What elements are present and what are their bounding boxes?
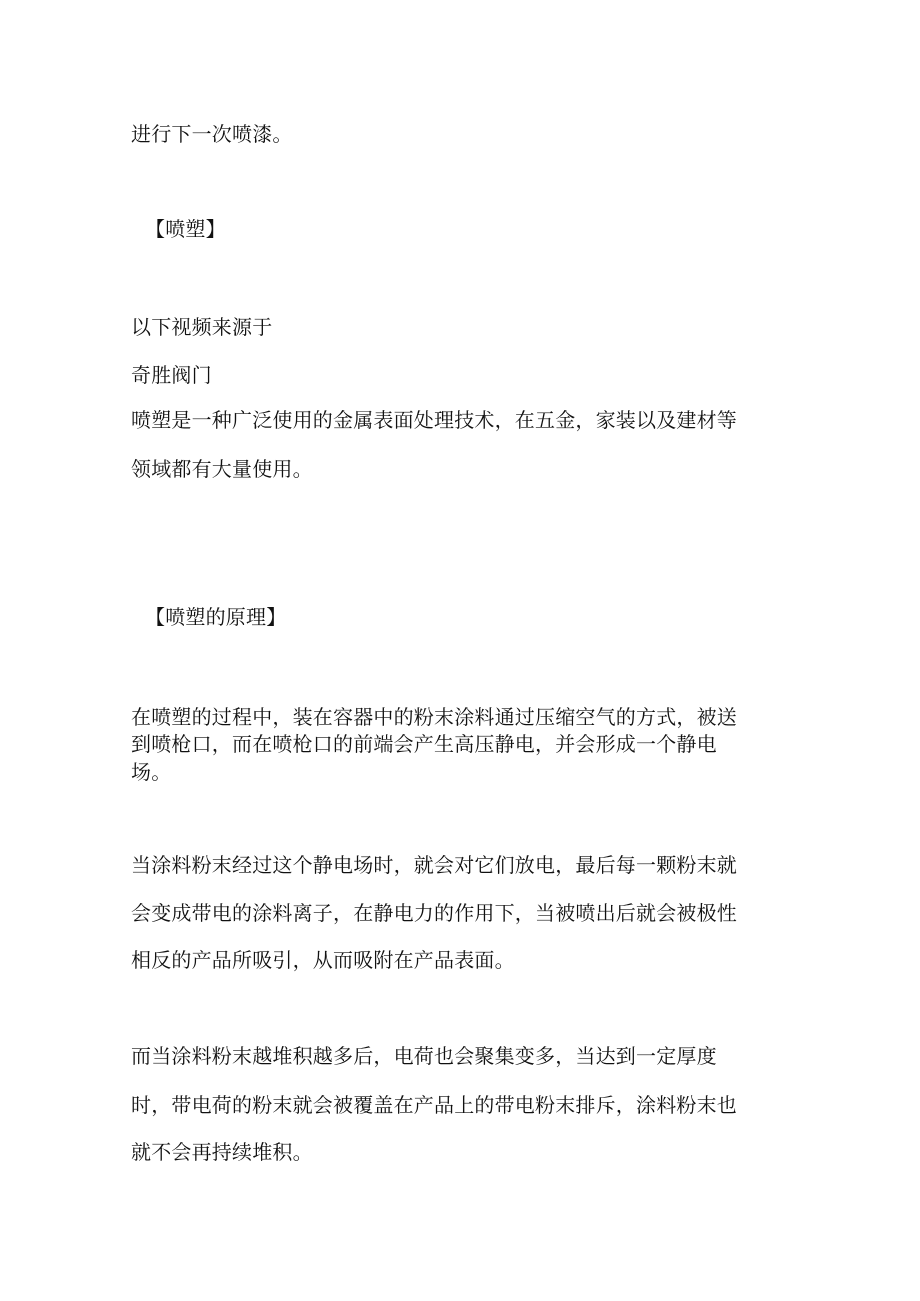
video-source-label: 以下视频来源于: [131, 315, 273, 339]
video-source-name: 奇胜阀门: [131, 363, 212, 387]
paragraph-line: 会变成带电的涂料离子，在静电力的作用下，当被喷出后就会被极性: [131, 901, 737, 925]
paragraph-line: 领域都有大量使用。: [131, 457, 313, 481]
section-heading-powder-coating: 【喷塑】: [145, 217, 226, 241]
paragraph-line: 就不会再持续堆积。: [131, 1140, 313, 1164]
paragraph-line: 而当涂料粉末越堆积越多后，电荷也会聚集变多，当达到一定厚度: [131, 1044, 717, 1068]
section-heading-principle: 【喷塑的原理】: [145, 605, 287, 629]
intro-tail-text: 进行下一次喷漆。: [131, 122, 293, 146]
paragraph-line: 当涂料粉末经过这个静电场时，就会对它们放电，最后每一颗粉末就: [131, 853, 737, 877]
paragraph-line: 到喷枪口，而在喷枪口的前端会产生高压静电，并会形成一个静电: [131, 732, 717, 756]
paragraph-line: 在喷塑的过程中，装在容器中的粉末涂料通过压缩空气的方式，被送: [131, 705, 737, 729]
paragraph-line: 场。: [131, 760, 172, 784]
paragraph-line: 喷塑是一种广泛使用的金属表面处理技术，在五金，家装以及建材等: [131, 408, 737, 432]
paragraph-line: 相反的产品所吸引，从而吸附在产品表面。: [131, 948, 515, 972]
paragraph-line: 时，带电荷的粉末就会被覆盖在产品上的带电粉末排斥，涂料粉末也: [131, 1093, 737, 1117]
